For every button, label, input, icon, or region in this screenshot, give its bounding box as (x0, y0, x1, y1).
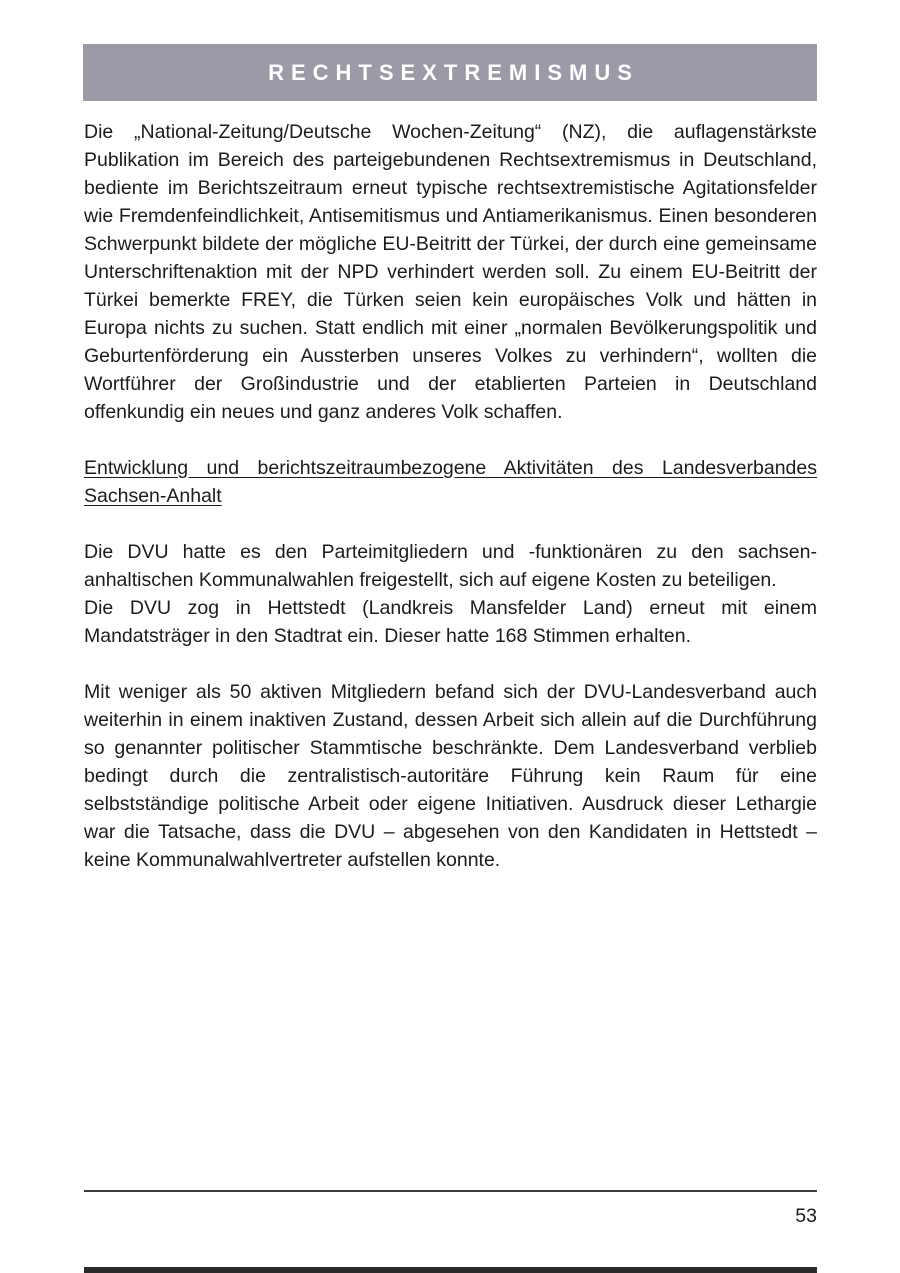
section-banner-title: RECHTSEXTREMISMUS (268, 59, 639, 85)
footer-divider (84, 1190, 817, 1192)
paragraph-dvu-hettstedt: Die DVU zog in Hettstedt (Landkreis Mansfelder Land) erneut mit einem Mandatsträger in den Stadtrat ein. Dieser hatte 168 Stimmen erhalten. (84, 597, 817, 647)
page-bottom-edge (84, 1267, 817, 1273)
page-body (84, 118, 817, 902)
paragraph-dvu-kommunalwahlen: Die DVU hatte es den Parteimitgliedern und -funktionären zu den sachsen-anhaltischen Kommunalwahlen freigestellt, sich auf eigene Kosten zu beteiligen. (84, 541, 817, 591)
paragraph-national-zeitung: Die „National-Zeitung/Deutsche Wochen-Zeitung“ (NZ), die auflagenstärkste Publikation im Bereich des parteigebundenen Rechtsextremismus in Deutschland, bediente im Berichtszeitraum erneut typische rechtsextremistische Agitationsfelder wie Fremdenfeindlichkeit, Antisemitismus und Antiamerikanismus. Einen besonderen Schwerpunkt bildete der mögliche EU-Beitritt der Türkei, der durch eine gemeinsame Unterschriftenaktion mit der NPD verhindert werden soll. Zu einem EU-Beitritt der Türkei bemerkte FREY, die Türken seien kein europäisches Volk und hätten in Europa nichts zu suchen. Statt endlich mit einer „normalen Bevölkerungspolitik und Geburtenförderung ein Aussterben unseres Volkes zu verhindern“, wollten die Wortführer der Großindustrie und der etablierten Parteien in Deutschland offenkundig ein neues und ganz anderes Volk schaffen. (84, 121, 817, 423)
section-heading: Entwicklung und berichtszeitraumbezogene Aktivitäten des Landesverbandes Sachsen-Anhalt (84, 457, 817, 507)
paragraph-dvu-landesverband: Mit weniger als 50 aktiven Mitgliedern befand sich der DVU-Landesverband auch weiterhin in einem inaktiven Zustand, dessen Arbeit sich allein auf die Durchführung so genannter politischer Stammtische beschränkte. Dem Landesverband verblieb bedingt durch die zentralistisch-autoritäre Führung kein Raum für eine selbstständige politische Arbeit oder eigene Initiativen. Ausdruck dieser Lethargie war die Tatsache, dass die DVU – abgesehen von den Kandidaten in Hettstedt – keine Kommunalwahlvertreter aufstellen konnte. (84, 681, 817, 871)
section-banner (83, 44, 817, 101)
page-number: 53 (795, 1205, 817, 1227)
